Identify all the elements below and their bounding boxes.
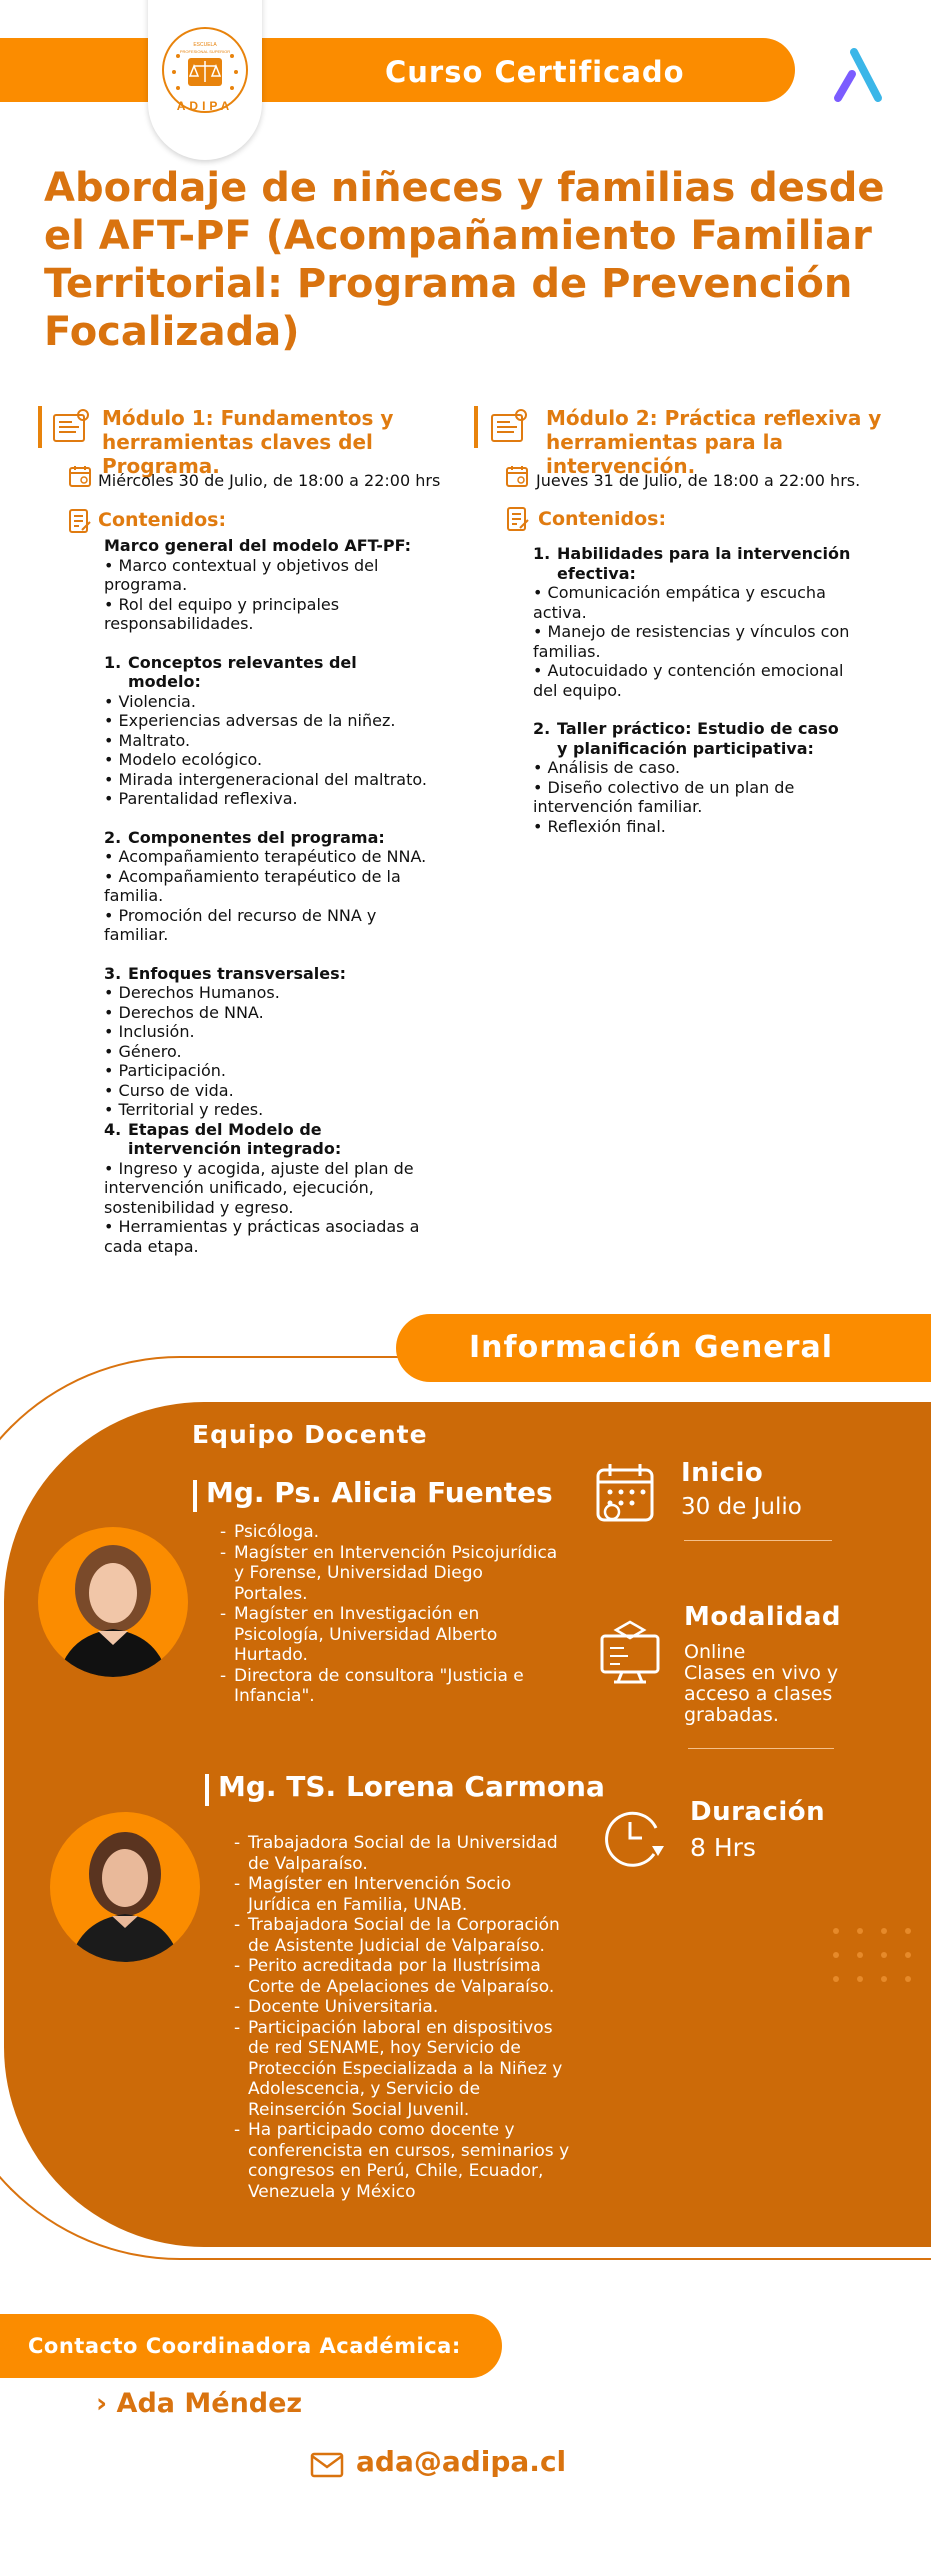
logo-line-1: ESCUELA xyxy=(193,42,217,48)
list-item: • Análisis de caso. xyxy=(533,758,681,777)
teacher1-credentials: - Psicóloga. - Magíster en Intervención Psicojurídica y Forense, Universidad Diego Portales. - Magíster en Investigación en Psicología, Universidad Alberto Hurtado. - Directora de consultora "Justicia e Infancia". xyxy=(220,1522,560,1707)
mail-icon xyxy=(310,2452,344,2482)
module2-icon xyxy=(488,407,530,449)
list-item: • Género. xyxy=(104,1041,182,1061)
list-item: • Derechos de NNA. xyxy=(104,1002,264,1022)
contents-icon xyxy=(68,508,92,538)
school-logo xyxy=(148,0,262,160)
info-banner-text: Información General xyxy=(469,1330,833,1365)
credential-item: Directora de consultora "Justicia e Infancia". xyxy=(234,1665,524,1706)
credential-item: Perito acreditada por la Ilustrísima Corte de Apelaciones de Valparaíso. xyxy=(248,1956,555,1997)
divider xyxy=(684,1540,832,1541)
list-item: • Mirada intergeneracional del maltrato. xyxy=(104,769,427,789)
section-number: 2. xyxy=(104,827,122,847)
credential-item: Psicóloga. xyxy=(234,1522,320,1542)
calendar-icon xyxy=(505,464,529,492)
contact-email[interactable]: ada@adipa.cl xyxy=(356,2445,567,2478)
list-item: • Acompañamiento terapéutico de la familia. xyxy=(104,866,401,905)
header-banner-text: Curso Certificado xyxy=(385,55,685,89)
start-label: Inicio xyxy=(681,1458,764,1488)
start-value: 30 de Julio xyxy=(681,1494,802,1520)
module1-title: Módulo 1: Fundamentos y herramientas claves del Programa. xyxy=(102,406,394,478)
team-title: Equipo Docente xyxy=(192,1420,428,1449)
mode-label: Modalidad xyxy=(684,1602,841,1632)
credential-item: Docente Universitaria. xyxy=(248,1997,439,2017)
list-item: • Participación. xyxy=(104,1061,227,1080)
teacher1-name: Mg. Ps. Alicia Fuentes xyxy=(206,1476,553,1509)
list-item: • Rol del equipo y principales responsabilidades. xyxy=(104,594,340,633)
section-number: 1. xyxy=(104,652,122,672)
list-item: • Herramientas y prácticas asociadas a cada etapa. xyxy=(104,1217,420,1256)
contact-banner-text: Contacto Coordinadora Académica: xyxy=(28,2334,461,2358)
section-heading: Taller práctico: Estudio de caso y planificación participativa: xyxy=(557,719,839,758)
module1-intro-heading: Marco general del modelo AFT-PF: xyxy=(104,536,412,555)
list-item: • Inclusión. xyxy=(104,1022,195,1041)
list-item: • Promoción del recurso de NNA y familiar. xyxy=(104,905,377,944)
teacher2-avatar xyxy=(50,1812,200,1962)
credential-item: Ha participado como docente y conferencista en cursos, seminarios y congresos en Perú, Chile, Ecuador, Venezuela y México xyxy=(248,2120,570,2202)
list-item: • Territorial y redes. xyxy=(104,1100,264,1119)
teacher2-credentials: - Trabajadora Social de la Universidad de Valparaíso. - Magíster en Intervención Socio Jurídica en Familia, UNAB. - Trabajadora Social de la Corporación de Asistente Judicial de Valparaíso. - Perito acreditada por la Ilustrísima Corte de Apelaciones de Valparaíso. - Docente Universitaria. - Participación laboral en dispositivos de red SENAME, hoy Servicio de Protección Especializada a la Niñez y Adolescencia, y Servicio de Reinserción Social Juvenil. - Ha participado como docente y conferencista en cursos, seminarios y congresos en Perú, Chile, Ecuador, Venezuela y México xyxy=(234,1833,579,2202)
coordinator-name-text: Ada Méndez xyxy=(116,2388,303,2419)
credential-item: Magíster en Intervención Socio Jurídica en Familia, UNAB. xyxy=(248,1874,512,1915)
credential-item: Trabajadora Social de la Corporación de Asistente Judicial de Valparaíso. xyxy=(248,1915,560,1956)
list-item: • Marco contextual y objetivos del programa. xyxy=(104,555,379,594)
credential-item: Magíster en Investigación en Psicología, Universidad Alberto Hurtado. xyxy=(234,1604,498,1665)
list-item: • Modelo ecológico. xyxy=(104,750,263,769)
section-heading: Habilidades para la intervención efectiva: xyxy=(557,544,851,583)
module1-icon xyxy=(50,407,92,449)
section-number: 4. xyxy=(104,1119,122,1139)
list-item: • Manejo de resistencias y vínculos con familias. xyxy=(533,622,850,661)
duration-label: Duración xyxy=(690,1797,826,1827)
calendar-icon xyxy=(594,1462,656,1528)
list-item: • Autocuidado y contención emocional del equipo. xyxy=(533,661,844,700)
mode-value: Online Clases en vivo y acceso a clases grabadas. xyxy=(684,1641,839,1726)
teacher2-accent-bar xyxy=(205,1774,209,1806)
credential-item: Magíster en Intervención Psicojurídica y Forense, Universidad Diego Portales. xyxy=(234,1542,558,1604)
module2-contents-label: Contenidos: xyxy=(538,508,667,530)
list-item: • Experiencias adversas de la niñez. xyxy=(104,711,396,730)
list-item: • Comunicación empática y escucha activa. xyxy=(533,583,826,622)
adipa-brand-icon xyxy=(832,44,888,104)
divider xyxy=(688,1748,834,1749)
list-item: • Parentalidad reflexiva. xyxy=(104,789,298,808)
section-heading: Enfoques transversales: xyxy=(128,963,347,983)
logo-line-2: PROFESIONAL SUPERIOR xyxy=(179,49,231,54)
module1-content xyxy=(104,536,434,1256)
list-item: • Reflexión final. xyxy=(533,816,666,836)
module2-title: Módulo 2: Práctica reflexiva y herramientas para la intervención. xyxy=(546,406,882,478)
calendar-icon xyxy=(68,464,92,492)
teacher1-accent-bar xyxy=(193,1480,197,1512)
teacher1-avatar xyxy=(38,1527,188,1677)
contents-icon xyxy=(506,506,530,536)
chevron-right-icon: › xyxy=(96,2388,108,2419)
module1-schedule: Miércoles 30 de Julio, de 18:00 a 22:00 hrs xyxy=(98,471,441,490)
list-item: • Acompañamiento terapéutico de NNA. xyxy=(104,847,427,866)
module2-content xyxy=(533,544,853,836)
section-number: 1. xyxy=(533,544,551,563)
section-heading: Componentes del programa: xyxy=(128,827,385,847)
section-number: 3. xyxy=(104,963,122,983)
list-item: • Violencia. xyxy=(104,691,196,711)
course-title: Abordaje de niñeces y familias desde el AFT-PF (Acompañamiento Familiar Territorial: Programa de Prevención Focalizada) xyxy=(44,165,885,355)
section-heading: Etapas del Modelo de intervención integrado: xyxy=(128,1119,342,1158)
credential-item: Participación laboral en dispositivos de red SENAME, hoy Servicio de Protección Especializada a la Niñez y Adolescencia, y Servicio de Reinserción Social Juvenil. xyxy=(248,2017,563,2120)
online-class-icon xyxy=(598,1618,662,1690)
coordinator-name xyxy=(96,2388,302,2419)
clock-icon xyxy=(600,1806,670,1872)
module2-accent-bar xyxy=(474,406,478,448)
module2-schedule: Jueves 31 de Julio, de 18:00 a 22:00 hrs. xyxy=(536,471,861,490)
duration-value: 8 Hrs xyxy=(690,1833,756,1862)
list-item: • Diseño colectivo de un plan de intervención familiar. xyxy=(533,777,795,816)
list-item: • Derechos Humanos. xyxy=(104,983,280,1002)
section-heading: Conceptos relevantes del modelo: xyxy=(128,652,357,691)
section-number: 2. xyxy=(533,719,551,738)
module1-accent-bar xyxy=(38,406,42,448)
teacher2-name: Mg. TS. Lorena Carmona xyxy=(218,1770,605,1803)
list-item: • Curso de vida. xyxy=(104,1080,234,1100)
list-item: • Ingreso y acogida, ajuste del plan de intervención unificado, ejecución, sostenibilidad y egreso. xyxy=(104,1158,414,1217)
module1-contents-label: Contenidos: xyxy=(98,509,227,531)
logo-line-3: ADIPA xyxy=(176,99,234,113)
credential-item: Trabajadora Social de la Universidad de Valparaíso. xyxy=(248,1833,558,1874)
list-item: • Maltrato. xyxy=(104,730,191,750)
decorative-dots xyxy=(830,1925,930,2001)
